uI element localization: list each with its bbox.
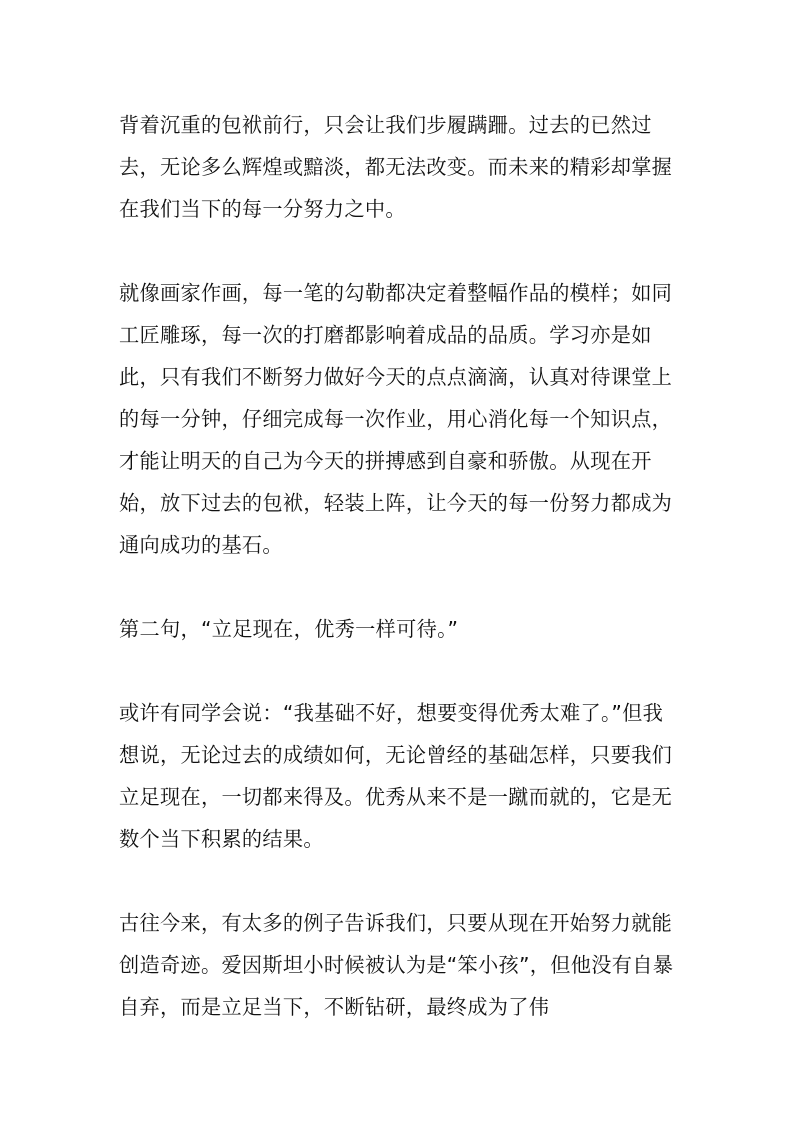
paragraph: 就像画家作画，每一笔的勾勒都决定着整幅作品的模样；如同工匠雕琢，每一次的打磨都影响着成品的品质。学习亦是如此，只有我们不断努力做好今天的点点滴滴，认真对待课堂上的每一分钟，仔细完成每一次作业，用心消化每一个知识点，才能让明天的自己为今天的拼搏感到自豪和骄傲。从现在开始，放下过去的包袱，轻装上阵，让今天的每一份努力都成为通向成功的基石。 xyxy=(119,281,673,557)
document-body xyxy=(119,104,679,1028)
paragraph-spacer xyxy=(119,650,679,692)
paragraph-spacer xyxy=(119,230,679,272)
section-heading: 第二句，“立足现在，优秀一样可待。” xyxy=(119,617,459,641)
paragraph: 古往今来，有太多的例子告诉我们，只要从现在开始努力就能创造奇迹。爱因斯坦小时候被认为是“笨小孩”，但他没有自暴自弃，而是立足当下，不断钻研，最终成为了伟 xyxy=(119,911,674,1019)
paragraph: 或许有同学会说：“我基础不好，想要变得优秀太难了。”但我想说，无论过去的成绩如何，无论曾经的基础怎样，只要我们立足现在，一切都来得及。优秀从来不是一蹴而就的，它是无数个当下积累的结果。 xyxy=(119,701,673,851)
paragraph: 背着沉重的包袱前行，只会让我们步履蹒跚。过去的已然过去，无论多么辉煌或黯淡，都无法改变。而未来的精彩却掌握在我们当下的每一分努力之中。 xyxy=(119,113,673,221)
paragraph-spacer xyxy=(119,860,679,902)
paragraph-spacer xyxy=(119,566,679,608)
